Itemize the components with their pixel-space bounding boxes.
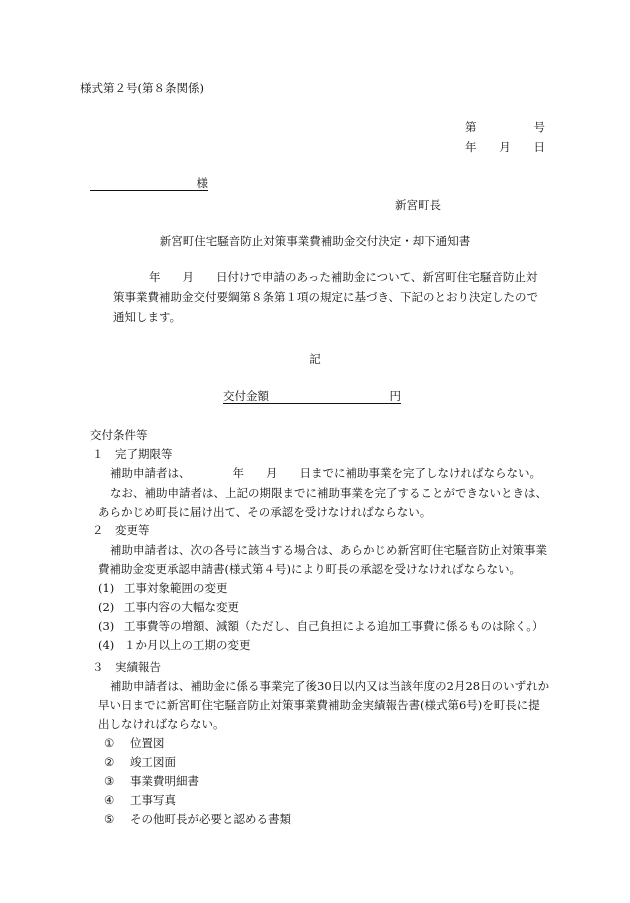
section-1-line-1 [110,465,541,481]
item-number: ④ [104,793,115,807]
section-3-line-2: 早い日までに新宮町住宅騒音防止対策事業費補助金実績報告書(様式第6号)を町長に提 [98,698,540,712]
amount-unit: 円 [389,389,401,403]
section-3-item [104,773,199,789]
conditions-title: 交付条件等 [90,428,148,442]
s1-month: 月 [266,466,278,480]
item-number: ⑤ [104,812,115,826]
date-year: 年 [465,140,477,154]
item-number: ② [104,755,115,769]
body-line-3: 通知します。 [113,310,182,324]
item-text: 位置図 [130,736,165,750]
item-number: ① [104,736,115,750]
body-line-1-rest: 日付けで申請のあった補助金について、新宮町住宅騒音防止対 [216,270,538,284]
addressee-suffix: 様 [196,176,208,190]
form-number: 様式第２号(第８条関係) [80,81,204,95]
document-title: 新宮町住宅騒音防止対策事業費補助金交付決定・却下通知書 [159,234,471,248]
number-suffix: 号 [533,120,545,134]
item-number: (2) [98,600,115,614]
item-text: 竣工図面 [130,755,176,769]
document-number-line [465,119,545,135]
issue-date-line [465,139,545,155]
body-paragraph [113,267,553,327]
item-text: １か月以上の工期の変更 [124,638,251,652]
section-3-item [104,811,291,827]
item-number: (1) [98,581,115,595]
body-year: 年 [149,270,161,284]
date-day: 日 [533,140,545,154]
item-text: その他町長が必要と認める書類 [130,812,291,826]
grant-amount-line [223,389,401,404]
s1-year: 年 [232,466,244,480]
item-number: (4) [98,638,115,652]
item-text: 工事対象範囲の変更 [124,581,228,595]
addressee-line [90,177,208,191]
section-2-item [98,637,251,653]
item-text: 工事費等の増額、減額（ただし、自己負担による追加工事費に係るものは除く。） [124,619,544,633]
section-2-item [98,618,544,634]
body-month: 月 [182,270,194,284]
section-3-line-3: 出しなければならない。 [98,717,225,731]
body-line-1 [113,267,553,287]
item-text: 工事写真 [130,793,176,807]
section-2-item [98,580,228,596]
date-month: 月 [499,140,511,154]
s1-text-a: 補助申請者は、 [110,466,191,480]
section-3-line-1: 補助申請者は、補助金に係る事業完了後30日以内又は当該年度の2月28日のいずれか [110,679,550,693]
item-text: 事業費明細書 [130,774,199,788]
section-2-item [98,599,239,615]
section-2-line-2: 費補助金変更承認申請書(様式第４号)により町長の承認を受けなければならない。 [98,562,521,576]
number-prefix: 第 [465,120,477,134]
section-1-line-3: あらかじめ町長に届け出て、その承認を受けなければならない。 [98,505,432,519]
section-3-item [104,792,176,808]
section-3-heading: ３ 実績報告 [92,660,161,674]
item-number: (3) [98,619,115,633]
section-2-line-1: 補助申請者は、次の各号に該当する場合は、あらかじめ新宮町住宅騒音防止対策事業 [110,543,547,557]
section-3-item [104,735,165,751]
amount-label: 交付金額 [223,389,269,403]
ki-marker: 記 [309,352,321,366]
body-line-2: 策事業費補助金交付要綱第８条第１項の規定に基づき、下記のとおり決定したので [113,290,539,304]
item-text: 工事内容の大幅な変更 [124,600,239,614]
s1-text-b: 日までに補助事業を完了しなければならない。 [299,466,541,480]
issuer: 新宮町長 [395,198,441,212]
section-1-line-2: なお、補助申請者は、上記の期限までに補助事業を完了することができないときは、 [110,486,547,500]
section-1-heading: １ 完了期限等 [92,447,173,461]
item-number: ③ [104,774,115,788]
section-2-heading: ２ 変更等 [92,523,150,537]
section-3-item [104,754,176,770]
